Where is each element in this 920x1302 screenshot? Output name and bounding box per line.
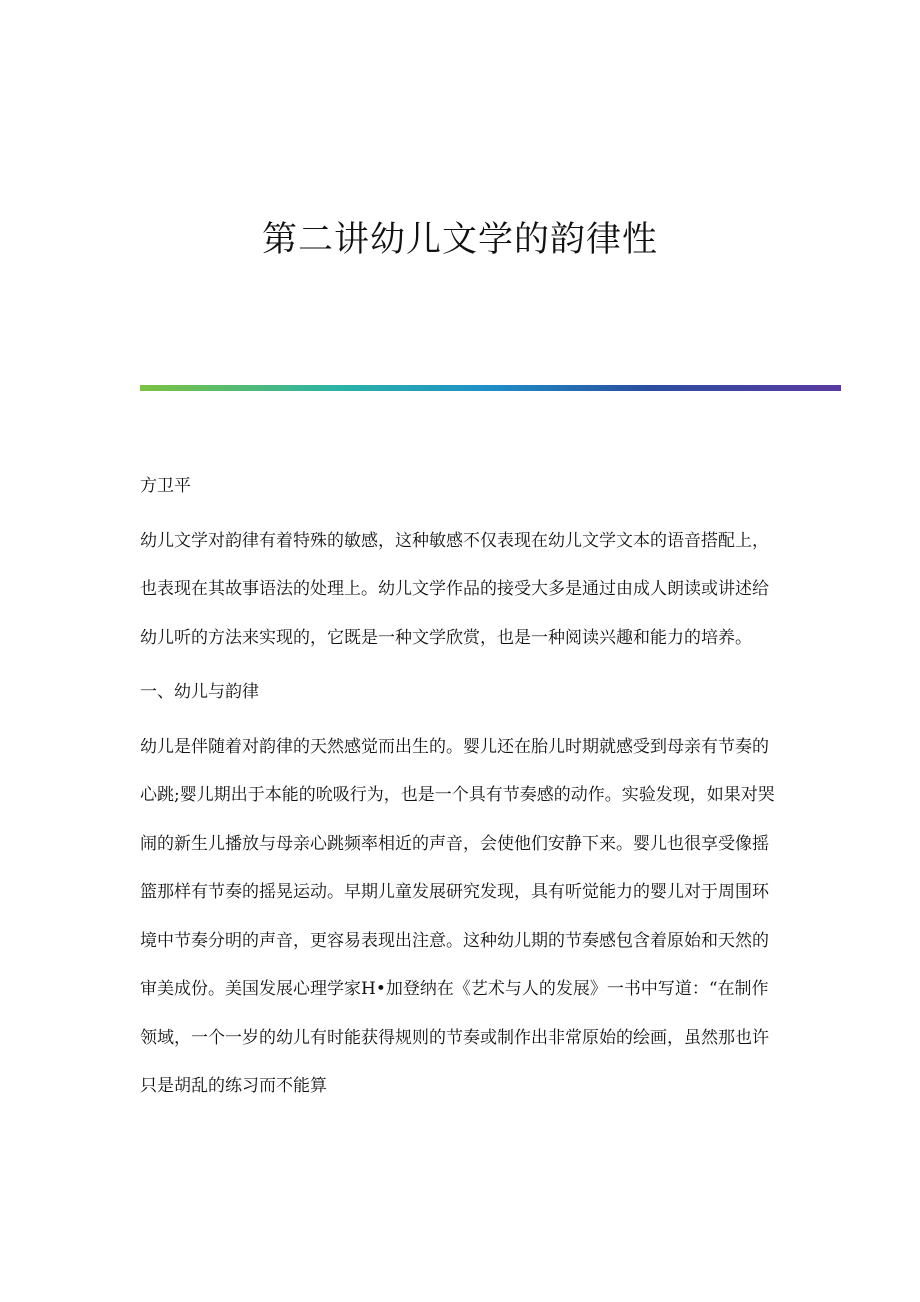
author-line: 方卫平 — [140, 476, 191, 496]
paragraph-intro: 幼儿文学对韵律有着特殊的敏感，这种敏感不仅表现在幼儿文学文本的语音搭配上，也表现在其故事语法的处理上。幼儿文学作品的接受大多是通过由成人朗读或讲述给幼儿听的方法来实现的，它既是一种文学欣赏，也是一种阅读兴趣和能力的培养。 — [140, 530, 769, 648]
document-body — [140, 462, 780, 1117]
section-heading: 一、幼儿与韵律 — [140, 682, 259, 702]
gradient-divider — [140, 385, 841, 391]
document-title: 第二讲幼儿文学的韵律性 — [261, 220, 658, 260]
paragraph-section-1: 幼儿是伴随着对韵律的天然感觉而出生的。婴儿还在胎儿时期就感受到母亲有节奏的心跳;婴儿期出于本能的吮吸行为，也是一个具有节奏感的动作。实验发现，如果对哭闹的新生儿播放与母亲心跳频率相近的声音，会使他们安静下来。婴儿也很享受像摇篮那样有节奏的摇晃运动。早期儿童发展研究发现，具有听觉能力的婴儿对于周围环境中节奏分明的声音，更容易表现出注意。这种幼儿期的节奏感包含着原始和天然的审美成份。美国发展心理学家H•加登纳在《艺术与人的发展》一书中写道：“在制作领域，一个一岁的幼儿有时能获得规则的节奏或制作出非常原始的绘画，虽然那也许只是胡乱的练习而不能算 — [140, 736, 775, 1096]
